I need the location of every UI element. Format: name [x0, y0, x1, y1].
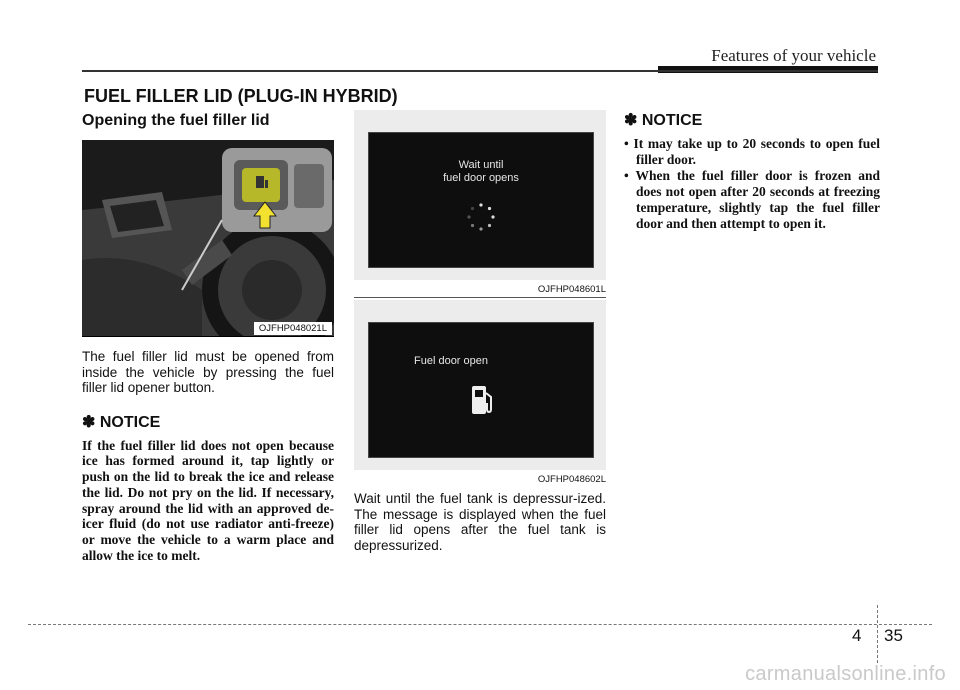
cluster-screen-2: [354, 300, 606, 470]
column-right: [624, 110, 880, 232]
screen-message: Fuel door open: [414, 355, 488, 367]
column-middle: [354, 110, 606, 553]
subheading: Opening the fuel filler lid: [82, 112, 270, 129]
dashboard-illustration: [82, 140, 334, 336]
screen-message-line1: Wait until: [458, 159, 504, 171]
fuel-pump-icon: [469, 383, 497, 417]
screen2-caption: OJFHP048602L: [537, 474, 606, 485]
body-paragraph: Wait until the fuel tank is depressur-ized. The message is displayed when the fuel filler lid opens after the fuel tank is depressurized.: [354, 491, 606, 553]
chapter-title: Features of your vehicle: [711, 46, 876, 65]
page-separator: [877, 605, 878, 663]
notice-title: ✽ NOTICE: [82, 413, 161, 431]
section-title: FUEL FILLER LID (PLUG-IN HYBRID): [84, 86, 398, 106]
loading-spinner-icon: [465, 201, 497, 233]
column-left: [82, 110, 334, 563]
notice-item: • When the fuel filler door is frozen and does not open after 20 seconds at freezing temperature, slightly tap the fuel filler door and then attempt to open it.: [624, 168, 880, 231]
screen-message-line2: fuel door opens: [443, 172, 519, 184]
image-caption: OJFHP048021L: [254, 322, 332, 335]
page-number: 35: [884, 626, 903, 645]
notice-text: If the fuel filler lid does not open because ice has formed around it, tap lightly or push on the lid to break the ice and release the lid. Do not pry on the lid. If necessary, spray around the lid with an approved de-icer fluid (do not use radiator anti-freeze) or move the vehicle to a warm place and allow the ice to melt.: [82, 437, 334, 563]
watermark: carmanualsonline.info: [745, 663, 946, 685]
dashboard-photo: [82, 140, 334, 337]
body-paragraph: The fuel filler lid must be opened from inside the vehicle by pressing the fuel filler lid opener button.: [82, 349, 334, 396]
notice-title: ✽ NOTICE: [624, 112, 703, 129]
screen1-caption: OJFHP048601L: [537, 284, 606, 295]
cluster-screen-1: [354, 110, 606, 280]
notice-list: [624, 136, 880, 231]
section-number: 4: [852, 626, 862, 645]
notice-item: • It may take up to 20 seconds to open fuel filler door.: [624, 136, 880, 167]
header-rule: [82, 70, 878, 72]
footer-rule: [28, 624, 932, 625]
